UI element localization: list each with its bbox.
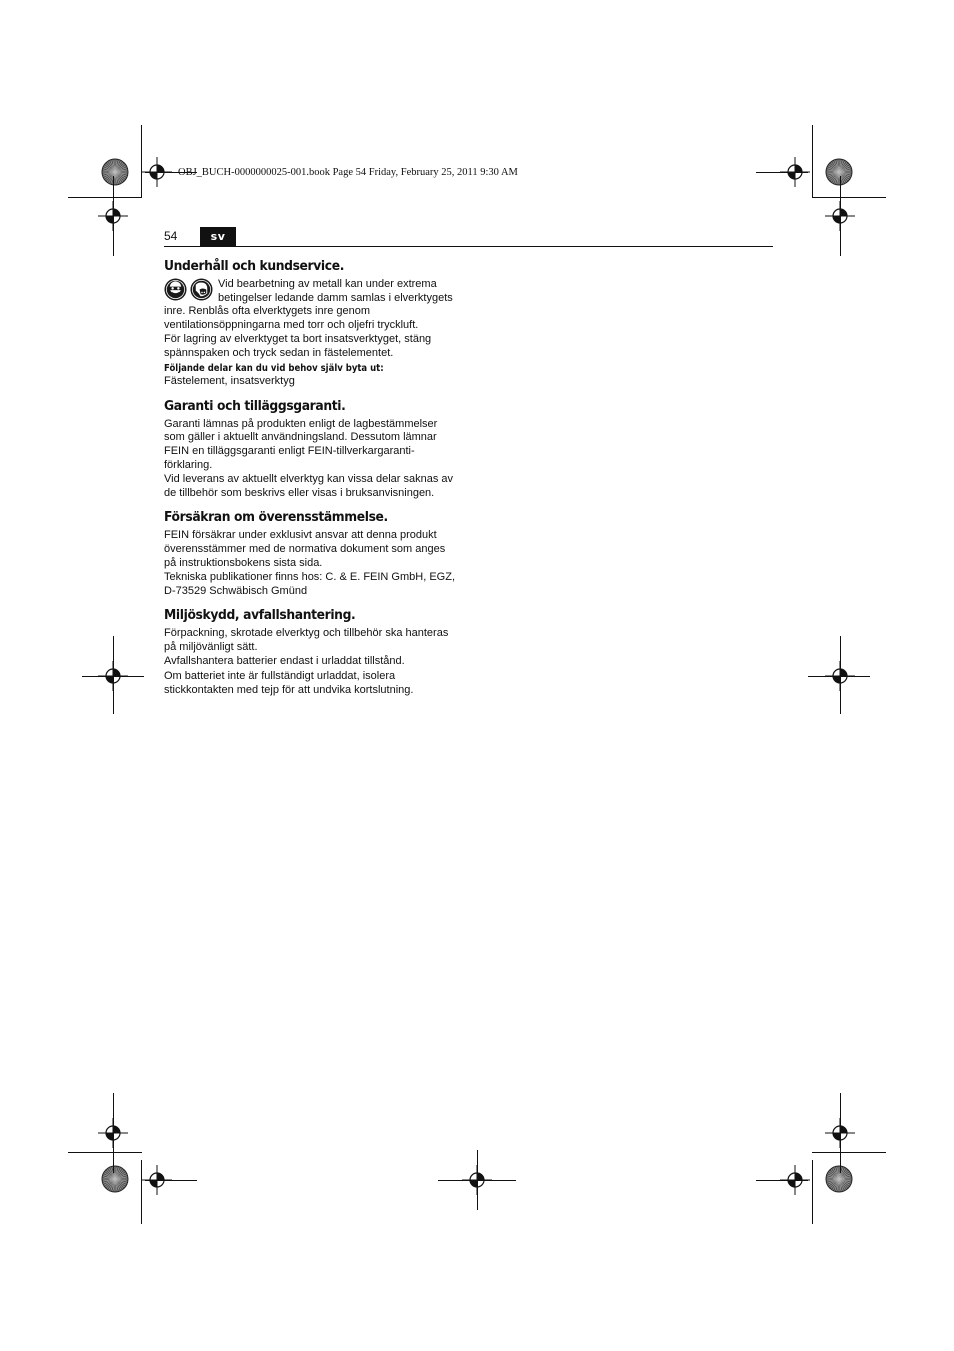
crop-line xyxy=(141,125,142,197)
paragraph: För lagring av elverktyget ta bort insatsverktyget, stäng spännspaken och tryck sedan in fästelementet. xyxy=(164,333,432,359)
page-number: 54 xyxy=(164,229,178,243)
section-title: Miljöskydd, avfallshantering. xyxy=(164,608,356,624)
crop-line xyxy=(113,1093,114,1173)
paragraph: Om batteriet inte är fullständigt urladdat, isolera stickkontakten med tejp för att undvika kortslutning. xyxy=(164,670,414,696)
header-rule xyxy=(164,246,773,247)
crop-line xyxy=(808,676,870,677)
paragraph: Garanti lämnas på produkten enligt de lagbestämmelser som gäller i aktuellt användningsland. Dessutom lämnar FEIN en tilläggsgaranti enligt FEIN-tillverkargaranti-förklaring. xyxy=(164,417,438,471)
ppe-icons xyxy=(164,278,216,304)
page-content xyxy=(164,258,460,706)
crop-line xyxy=(113,176,114,256)
paragraph: Vid leverans av aktuellt elverktyg kan vissa delar saknas av de tillbehör som beskrivs eller visas i bruksanvisningen. xyxy=(164,473,453,499)
paragraph: Vid bearbetning av metall kan under extrema betingelser ledande damm samlas i elverktygets inre. Renblås ofta elverktygets inre genom ventilationsöppningarna med torr och oljefri tryckluft. xyxy=(164,278,453,331)
paragraph: Tekniska publikationer finns hos: C. & E. FEIN GmbH, EGZ, D-73529 Schwäbisch Gmünd xyxy=(164,571,455,597)
crop-line xyxy=(477,1150,478,1210)
crop-line xyxy=(756,172,808,173)
crop-line xyxy=(68,1152,142,1153)
registration-starburst-icon xyxy=(825,1165,853,1193)
crop-line xyxy=(145,1180,197,1181)
paragraph: Förpackning, skrotade elverktyg och tillbehör ska hanteras på miljövänligt sätt. xyxy=(164,627,449,653)
section-title: Garanti och tilläggsgaranti. xyxy=(164,398,346,414)
crop-line xyxy=(840,636,841,714)
crop-line xyxy=(812,1160,813,1224)
registration-starburst-icon xyxy=(101,158,129,186)
crop-line xyxy=(812,1152,886,1153)
section-title: Försäkran om överensstämmelse. xyxy=(164,510,388,526)
crop-line xyxy=(82,676,144,677)
crop-line xyxy=(113,636,114,714)
crop-line xyxy=(141,1160,142,1224)
print-header: OBJ_BUCH-0000000025-001.book Page 54 Friday, February 25, 2011 9:30 AM xyxy=(178,167,518,178)
crop-line xyxy=(840,1093,841,1173)
paragraph: Fästelement, insatsverktyg xyxy=(164,375,295,388)
language-tab: sv xyxy=(200,227,236,246)
crop-line xyxy=(812,197,886,198)
section-title: Underhåll och kundservice. xyxy=(164,259,345,274)
crop-line xyxy=(840,176,841,256)
eye-protection-icon xyxy=(164,278,187,301)
section-environment xyxy=(164,607,460,697)
section-conformity xyxy=(164,509,460,598)
registration-starburst-icon xyxy=(101,1165,129,1193)
section-maintenance xyxy=(164,258,460,389)
crop-line xyxy=(68,197,142,198)
crop-line xyxy=(756,1180,808,1181)
section-warranty xyxy=(164,398,460,501)
registration-starburst-icon xyxy=(825,158,853,186)
dust-mask-icon xyxy=(190,278,213,301)
paragraph: FEIN försäkrar under exklusivt ansvar att denna produkt överensstämmer med de normativa dokument som anges på instruktionsbokens sista sida. xyxy=(164,529,446,569)
crop-line xyxy=(812,125,813,197)
subheading: Följande delar kan du vid behov själv byta ut: xyxy=(164,362,384,374)
paragraph: Avfallshantera batterier endast i urladdat tillstånd. xyxy=(164,655,405,668)
